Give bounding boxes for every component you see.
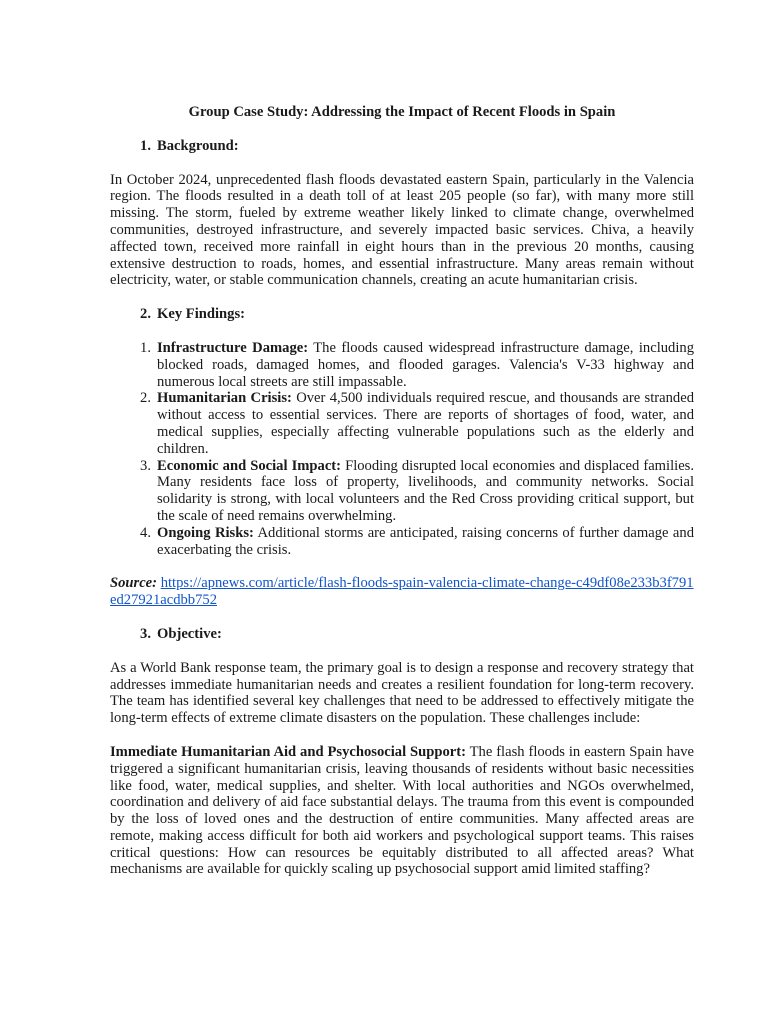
section-number: 3.	[140, 625, 151, 642]
list-item-number: 2.	[140, 390, 151, 407]
document-title: Group Case Study: Addressing the Impact of Recent Floods in Spain	[188, 104, 616, 120]
source-link[interactable]: https://apnews.com/article/flash-floods-spain-valencia-climate-change-c49df08e233b3f791ed27921acdbb752	[110, 575, 694, 609]
source-citation	[110, 575, 694, 609]
list-item-number: 1.	[140, 339, 151, 356]
list-item	[110, 458, 694, 525]
challenge-label: Immediate Humanitarian Aid and Psychosocial Support:	[110, 743, 466, 760]
source-label: Source:	[110, 575, 158, 592]
list-item-text: Flooding disrupted local economies and displaced families. Many residents face loss of property, livelihoods, and community networks. Social solidarity is strong, with local volunteers and the Red Cross providing critical support, but the scale of need remains overwhelming.	[157, 457, 695, 524]
list-item-number: 4.	[140, 524, 151, 541]
list-item	[110, 390, 694, 457]
section-heading-label: Objective:	[157, 625, 222, 642]
section-heading-label: Background:	[157, 137, 239, 154]
challenge-text: The flash floods in eastern Spain have triggered a significant humanitarian crisis, leaving thousands of residents without basic necessities like food, water, medical supplies, and shelter. With local authorities and NGOs overwhelmed, coordination and delivery of aid face substantial delays. The trauma from this event is compounded by the loss of loved ones and the destruction of entire communities. Many affected areas are remote, making access difficult for both aid workers and psychological support teams. This raises critical questions: How can resources be equitably distributed to all affected areas? What mechanisms are available for quickly scaling up psychosocial support amid limited staffing?	[110, 743, 694, 878]
section-heading-label: Key Findings:	[157, 306, 245, 323]
section-number: 2.	[140, 306, 151, 323]
list-item-text: The floods caused widespread infrastructure damage, including blocked roads, damaged homes, and flooded garages. Valencia's V-33 highway and numerous local streets are still impassable.	[157, 339, 694, 390]
list-item-label: Humanitarian Crisis:	[157, 390, 292, 407]
list-item-label: Infrastructure Damage:	[157, 339, 309, 356]
list-item	[110, 340, 694, 390]
document-page	[110, 104, 694, 895]
list-item-label: Economic and Social Impact:	[157, 457, 342, 474]
list-item-text: Additional storms are anticipated, raising concerns of further damage and exacerbating the crisis.	[157, 524, 695, 558]
objective-paragraph: As a World Bank response team, the primary goal is to design a response and recovery strategy that addresses immediate humanitarian needs and creates a resilient foundation for long-term recovery. The team has identified several key challenges that need to be addressed to effectively mitigate the long-term effects of extreme climate disasters on the population. These challenges include:	[110, 659, 694, 727]
key-findings-list	[110, 340, 694, 558]
list-item-label: Ongoing Risks:	[157, 524, 254, 541]
section-heading-key-findings	[110, 306, 694, 323]
list-item-text: Over 4,500 individuals required rescue, and thousands are stranded without access to essential services. There are reports of shortages of food, water, and medical supplies, especially affecting vulnerable populations such as the elderly and children.	[157, 390, 694, 457]
section-number: 1.	[140, 137, 151, 154]
challenge-paragraph	[110, 744, 694, 878]
section-heading-background	[110, 138, 694, 155]
list-item	[110, 525, 694, 559]
list-item-number: 3.	[140, 457, 151, 474]
section-heading-objective	[110, 626, 694, 643]
background-paragraph: In October 2024, unprecedented flash floods devastated eastern Spain, particularly in the Valencia region. The floods resulted in a death toll of at least 205 people (so far), with many more still missing. The storm, fueled by extreme weather likely linked to climate change, overwhelmed communities, destroyed infrastructure, and severely impacted basic services. Chiva, a heavily affected town, received more rainfall in eight hours than in the previous 20 months, causing extensive destruction to roads, homes, and essential infrastructure. Many areas remain without electricity, water, or stable communication channels, creating an acute humanitarian crisis.	[110, 171, 694, 289]
